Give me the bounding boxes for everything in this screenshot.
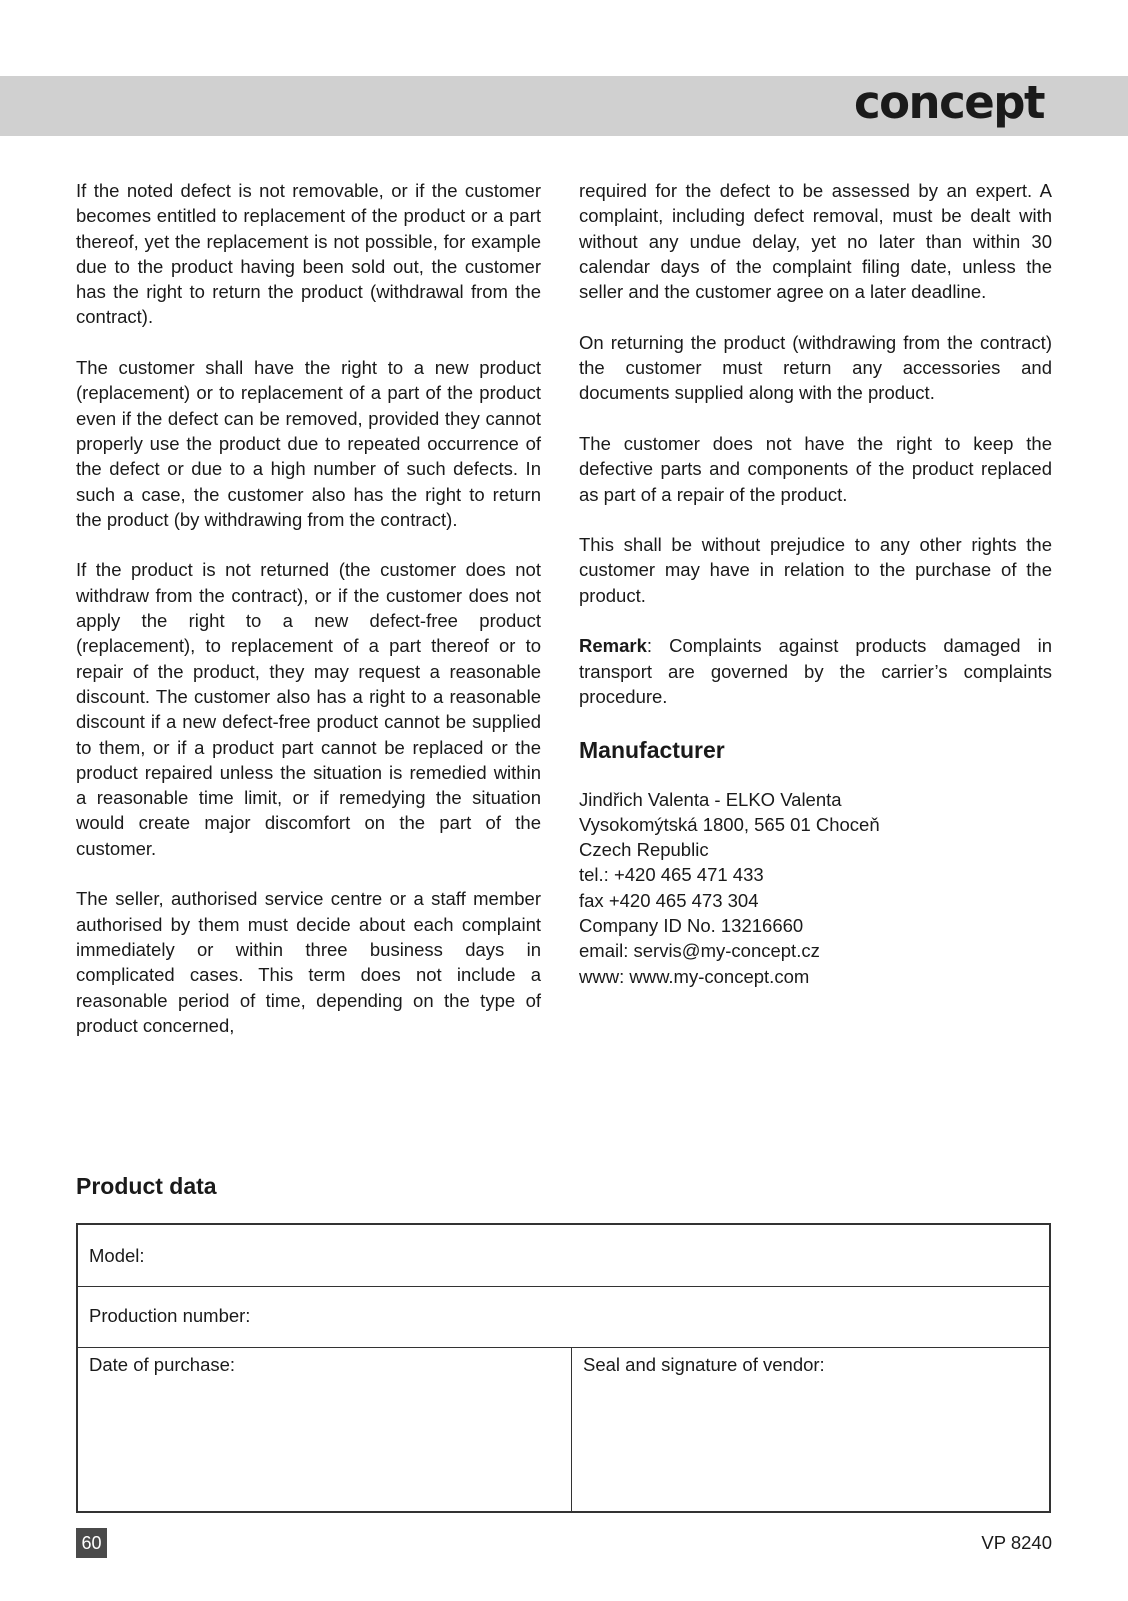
- production-number-label: Production number:: [89, 1305, 251, 1326]
- date-of-purchase-cell[interactable]: [78, 1348, 572, 1511]
- paragraph: The customer does not have the right to keep the defective parts and components of the product replaced as part of a repair of the product.: [579, 432, 1052, 505]
- paragraph: On returning the product (withdrawing from the contract) the customer must return any accessories and documents supplied along with the product.: [579, 331, 1052, 404]
- seal-signature-label: Seal and signature of vendor:: [583, 1354, 825, 1375]
- phone-line: tel.: +420 465 471 433: [579, 864, 764, 886]
- paragraph: If the noted defect is not removable, or if the customer becomes entitled to replacement of the product or a part thereof, yet the replacement is not possible, for example due to the product having been sold out, the customer has the right to return the product (withdrawal from the contract).: [76, 180, 541, 328]
- website-line: www: www.my-concept.com: [579, 965, 810, 987]
- manufacturer-heading: Manufacturer: [579, 736, 725, 763]
- fax-line: fax +420 465 473 304: [579, 889, 759, 911]
- remark-paragraph: [579, 633, 1052, 709]
- product-data-table: [76, 1223, 1051, 1513]
- model-row[interactable]: [78, 1225, 1049, 1287]
- remark-label: Remark: [579, 635, 647, 657]
- left-column: [76, 178, 541, 1063]
- purchase-row: [78, 1348, 1049, 1511]
- address-line: Jindřich Valenta - ELKO Valenta: [579, 788, 842, 810]
- paragraph: If the product is not returned (the customer does not withdraw from the contract), or if the customer does not apply the right to a new defect-free product (replacement), to replacement of a part thereof or to repair of the product, they may request a reasonable discount. The customer also has a right to a reasonable discount if a new defect-free product cannot be supplied to them, or if a product part cannot be replaced or the product repaired unless the situation is remedied within a reasonable time limit, or if remedying the situation would create major discomfort on the part of the customer.: [76, 559, 541, 859]
- model-code: VP 8240: [981, 1532, 1052, 1553]
- production-number-row[interactable]: [78, 1287, 1049, 1348]
- paragraph: The customer shall have the right to a new product (replacement) or to replacement of a part of the product even if the defect can be removed, provided they cannot properly use the product due to repeated occurrence of the defect or due to a high number of such defects. In such a case, the customer also has the right to return the product (by withdrawing from the contract).: [76, 357, 541, 530]
- paragraph: required for the defect to be assessed by an expert. A complaint, including defect removal, must be dealt with without any undue delay, yet no later than within 30 calendar days of the complaint filing date, unless the seller and the customer agree on a later deadline.: [579, 180, 1052, 303]
- seal-signature-cell[interactable]: [572, 1348, 1049, 1511]
- brand-logo: concept: [853, 76, 1044, 129]
- address-line: Czech Republic: [579, 839, 709, 861]
- paragraph: The seller, authorised service centre or a staff member authorised by them must decide about each complaint immediately or within three business days in complicated cases. This term does not include a reasonable period of time, depending on the type of product concerned,: [76, 888, 541, 1036]
- remark-text: : Complaints against products damaged in transport are governed by the carrier’s complaints procedure.: [579, 635, 1052, 707]
- model-label: Model:: [89, 1245, 145, 1266]
- manufacturer-address: [579, 787, 1052, 989]
- date-of-purchase-label: Date of purchase:: [89, 1354, 236, 1375]
- product-data-heading: Product data: [76, 1173, 217, 1199]
- page-number: 60: [76, 1528, 107, 1558]
- email-line: email: servis@my-concept.cz: [579, 940, 820, 962]
- company-id-line: Company ID No. 13216660: [579, 915, 804, 937]
- paragraph: This shall be without prejudice to any other rights the customer may have in relation to the purchase of the product.: [579, 534, 1052, 606]
- right-column: [579, 178, 1052, 989]
- address-line: Vysokomýtská 1800, 565 01 Choceň: [579, 813, 880, 835]
